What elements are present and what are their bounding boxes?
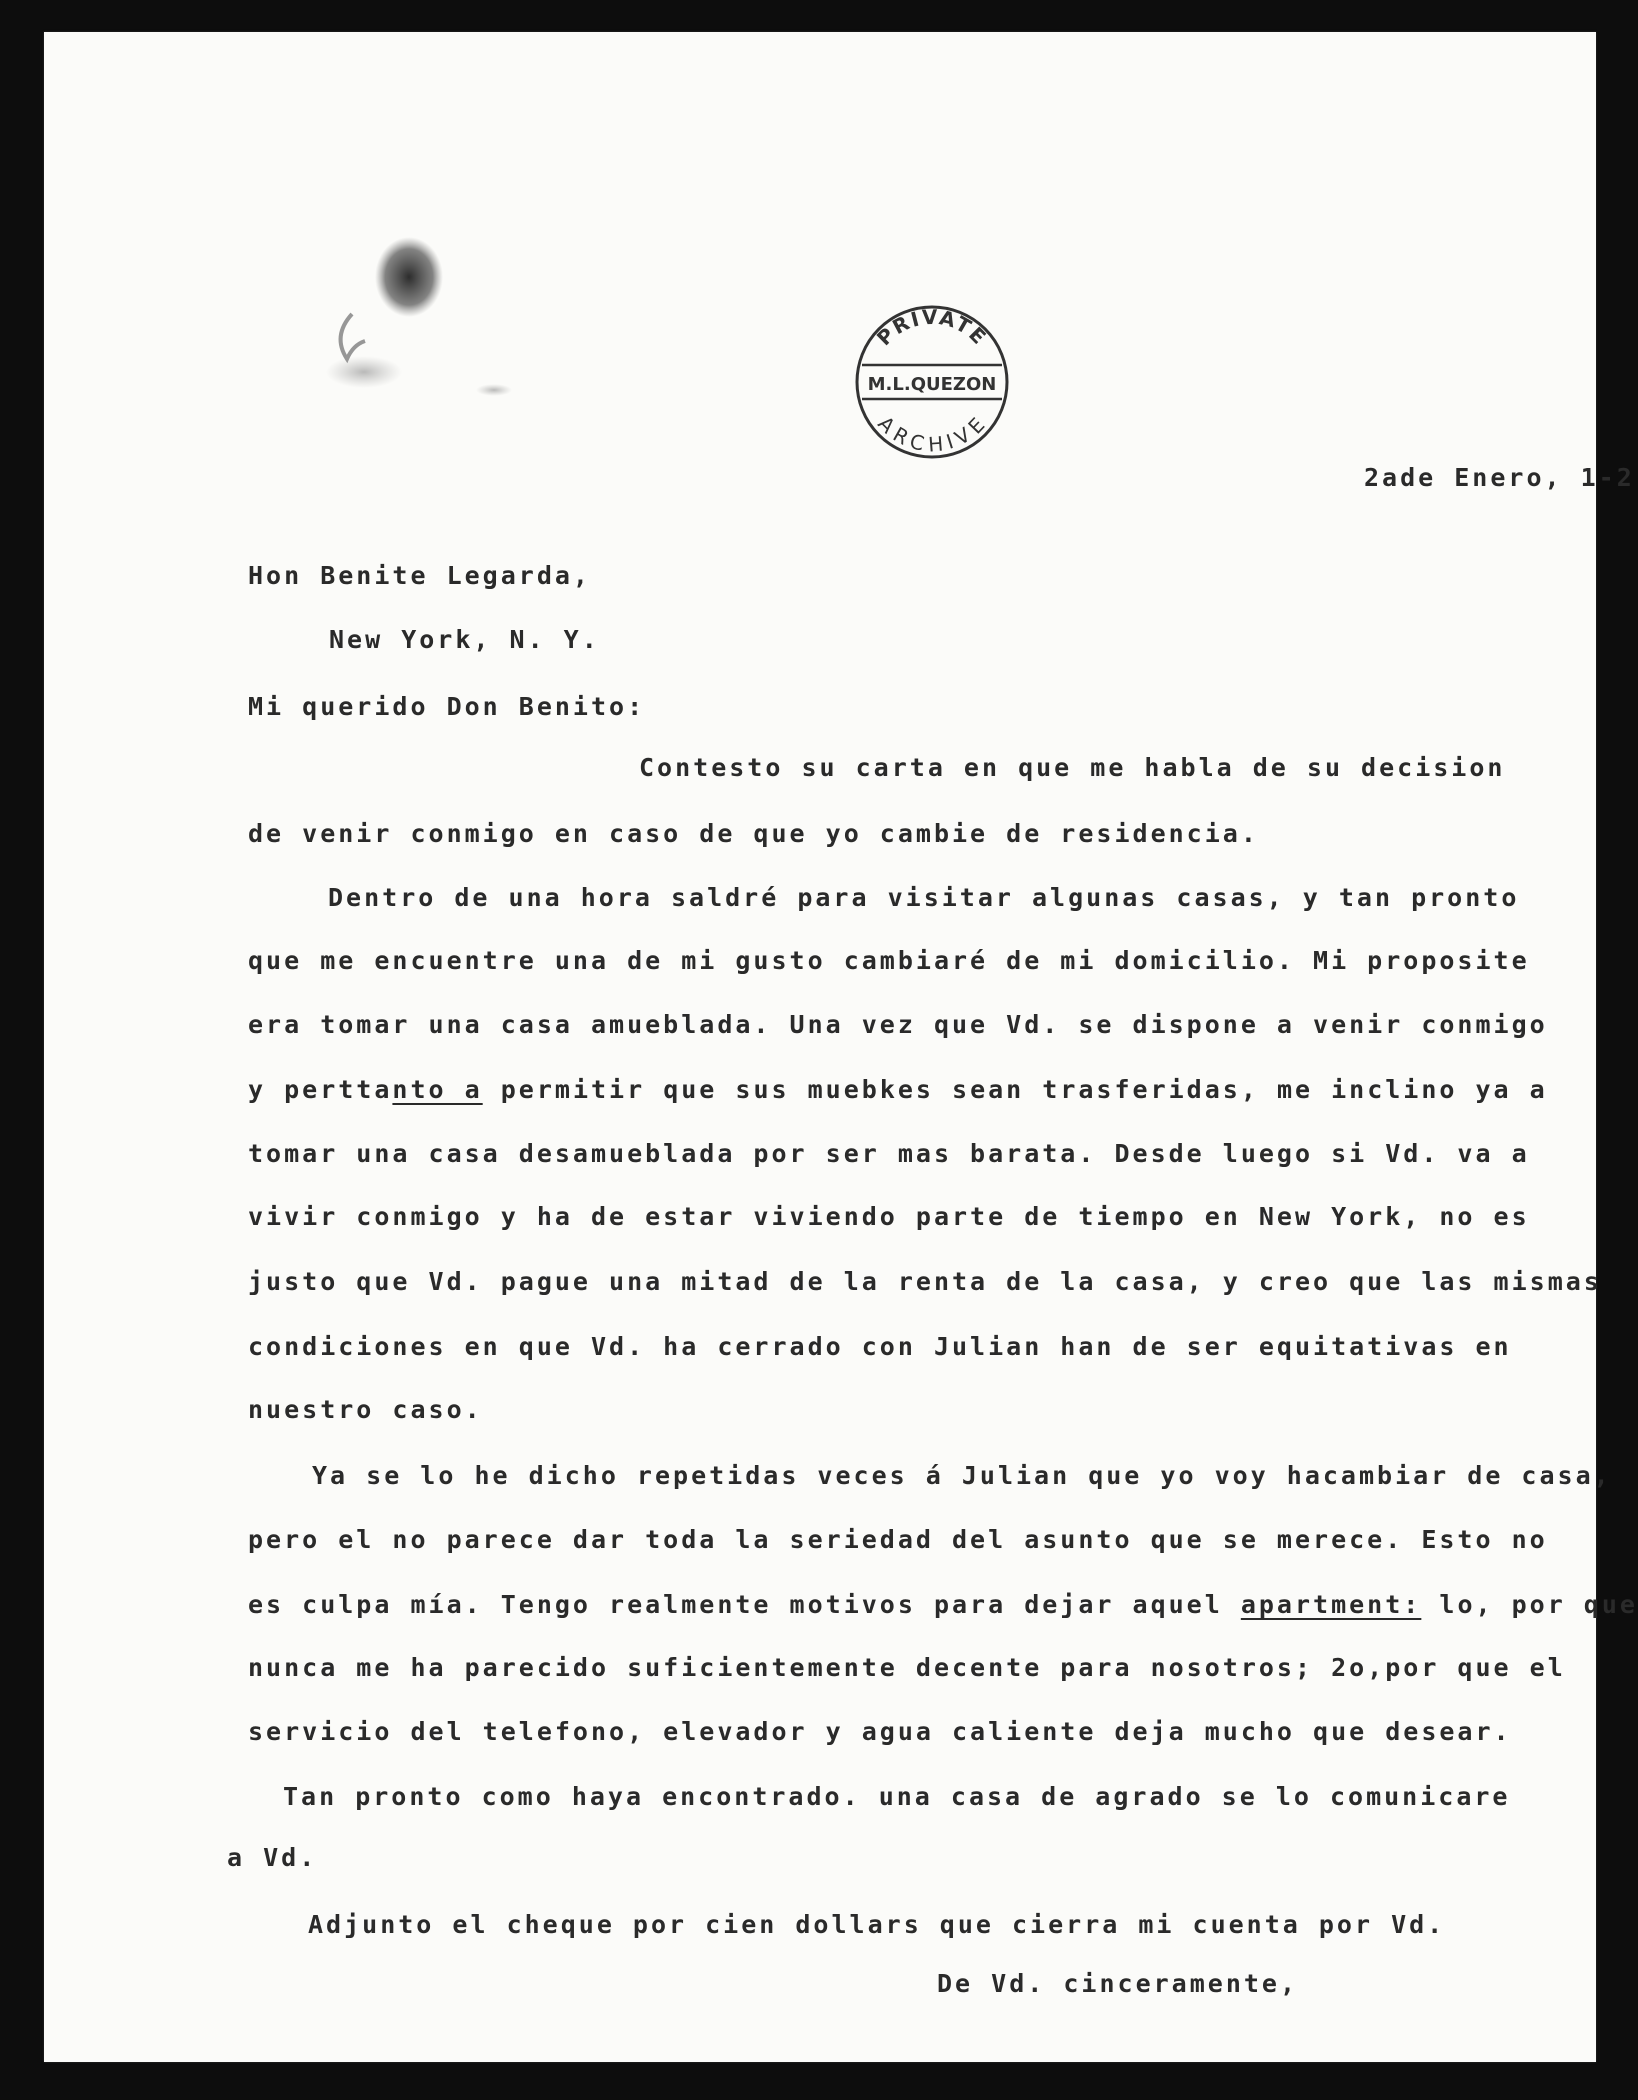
paragraph3-line3 bbox=[248, 1592, 1638, 1617]
closing: De Vd. cinceramente, bbox=[937, 1969, 1299, 1998]
paragraph2-line6: vivir conmigo y ha de estar viviendo parte de tiempo en New York, no es bbox=[248, 1202, 1530, 1231]
paragraph2-line3: era tomar una casa amueblada. Una vez que Vd. se dispone a venir conmigo bbox=[248, 1010, 1548, 1039]
paragraph3-line1: Ya se lo he dicho repetidas veces á Julian que yo voy hacambiar de casa, bbox=[312, 1461, 1612, 1490]
paragraph2-line9: nuestro caso. bbox=[248, 1395, 483, 1424]
paragraph3-line4: nunca me ha parecido suficientemente decente para nosotros; 2o,por que el bbox=[248, 1653, 1566, 1682]
stamp-bottom-text: ARCHIVE bbox=[873, 411, 991, 457]
stamp-top-text: PRIVATE bbox=[871, 304, 993, 351]
ink-smudge bbox=[304, 232, 564, 412]
salutation: Mi querido Don Benito: bbox=[248, 692, 646, 721]
addressee-name: Hon Benite Legarda, bbox=[248, 561, 591, 590]
paragraph3-line3-pre: es culpa mía. Tengo realmente motivos para dejar aquel bbox=[248, 1590, 1241, 1619]
paragraph2-line5: tomar una casa desamueblada por ser mas barata. Desde luego si Vd. va a bbox=[248, 1139, 1530, 1168]
paragraph3-line2: pero el no parece dar toda la seriedad del asunto que se merece. Esto no bbox=[248, 1525, 1548, 1554]
paragraph2-line4-pre: y pertta bbox=[248, 1075, 393, 1104]
paragraph2-line7: justo que Vd. pague una mitad de la renta de la casa, y creo que las mismas bbox=[248, 1267, 1602, 1296]
paragraph2-line4-underlined: nto a bbox=[392, 1075, 483, 1104]
paragraph2-line4 bbox=[248, 1077, 1548, 1102]
letter-date: 2ade Enero, 1-2 bbox=[1364, 463, 1635, 492]
stamp-middle-text: M.L.QUEZON bbox=[867, 374, 997, 395]
paragraph5-line1: Adjunto el cheque por cien dollars que cierra mi cuenta por Vd. bbox=[308, 1910, 1446, 1939]
paragraph3-line3-underlined: apartment: bbox=[1240, 1590, 1422, 1619]
addressee-city: New York, N. Y. bbox=[329, 625, 600, 654]
paragraph2-line4-post: permitir que sus muebkes sean trasferidas, me inclino ya a bbox=[482, 1075, 1548, 1104]
letter-page bbox=[44, 32, 1638, 2062]
paragraph2-line1: Dentro de una hora saldré para visitar algunas casas, y tan pronto bbox=[328, 883, 1520, 912]
paragraph2-line8: condiciones en que Vd. ha cerrado con Julian han de ser equitativas en bbox=[248, 1332, 1512, 1361]
svg-text:PRIVATE bbox=[872, 305, 992, 350]
paragraph3-line5: servicio del telefono, elevador y agua caliente deja mucho que desear. bbox=[248, 1717, 1512, 1746]
paragraph1-line1: Contesto su carta en que me habla de su decision bbox=[639, 753, 1506, 782]
paragraph4-line1: Tan pronto como haya encontrado. una casa de agrado se lo comunicare bbox=[283, 1782, 1511, 1811]
archive-stamp bbox=[852, 302, 1012, 462]
paragraph1-line2: de venir conmigo en caso de que yo cambie de residencia. bbox=[248, 819, 1259, 848]
svg-text:ARCHIVE bbox=[873, 411, 990, 456]
paragraph4-line2: a Vd. bbox=[227, 1843, 318, 1872]
paragraph3-line3-post: lo, por que bbox=[1421, 1590, 1638, 1619]
paragraph2-line2: que me encuentre una de mi gusto cambiaré de mi domicilio. Mi proposite bbox=[248, 946, 1530, 975]
